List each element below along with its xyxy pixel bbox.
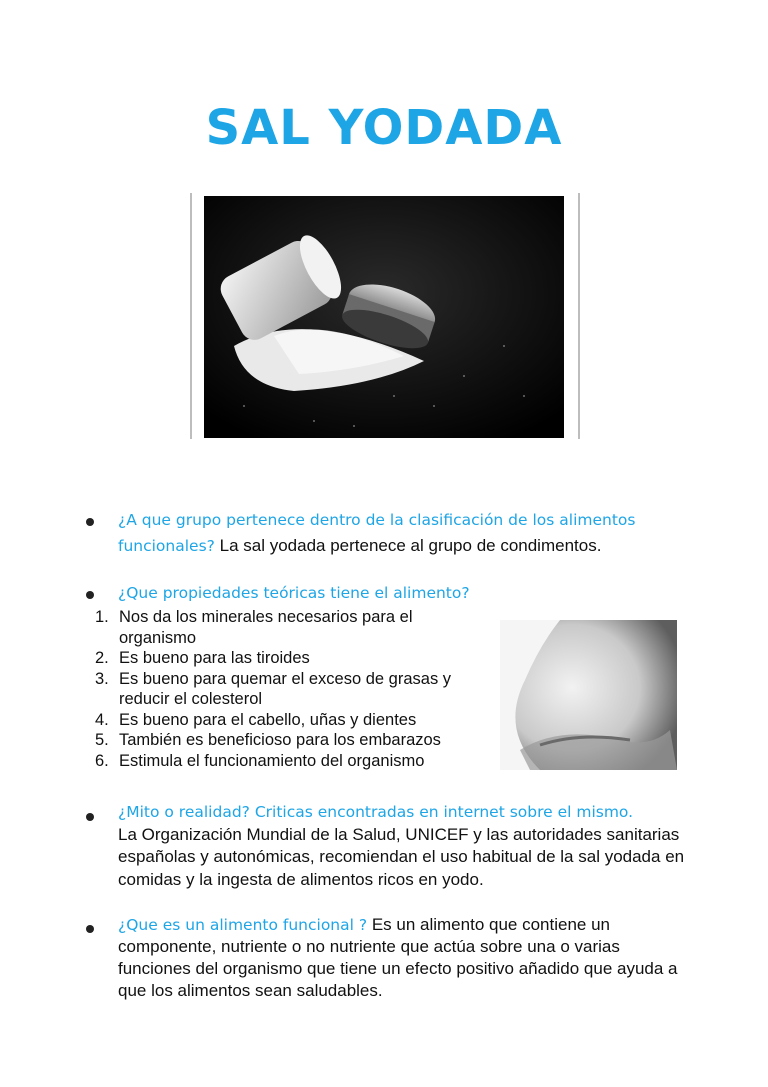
section-functional-food [118, 914, 678, 1002]
bullet [86, 591, 94, 599]
list-item: 5. También es beneficioso para los embarazos [95, 731, 441, 749]
question-text: ¿Mito o realidad? Criticas encontradas en internet sobre el mismo. [118, 803, 634, 821]
list-item: 2. Es bueno para las tiroides [95, 649, 310, 667]
bullet [86, 813, 94, 821]
bullet [86, 518, 94, 526]
answer-text: La sal yodada pertenece al grupo de condimentos. [214, 536, 602, 555]
salt-shaker-photo [204, 196, 564, 438]
question-text: ¿Que propiedades teóricas tiene el alimento? [118, 584, 470, 602]
section-classification [118, 507, 698, 559]
properties-list [95, 607, 479, 771]
list-item: 6. Estimula el funcionamiento del organismo [95, 751, 425, 770]
section-myth [118, 801, 698, 891]
answer-text: La Organización Mundial de la Salud, UNICEF y las autoridades sanitarias españolas y autonómicas, recomiendan el uso habitual de la sal yodada en comidas y la ingesta de alimentos ricos en yodo. [118, 824, 685, 889]
question-text: ¿A que grupo pertenece dentro de la clasificación de los alimentos funcionales? [118, 511, 636, 555]
list-item: 3. Es bueno para quemar el exceso de grasas y reducir el colesterol [95, 669, 452, 708]
answer-text: Es un alimento que contiene un componente, nutriente o no nutriente que actúa sobre una o varias funciones del organismo que tiene un efecto positivo añadido que ayuda a que los alimentos sean saludables. [118, 915, 678, 1000]
section-properties [118, 580, 538, 606]
page-title: SAL YODADA [205, 100, 563, 156]
pregnant-belly-photo [500, 620, 677, 770]
list-item: 4. Es bueno para el cabello, uñas y dientes [95, 710, 417, 729]
list-item: 1. Nos da los minerales necesarios para el organismo [95, 608, 413, 647]
bullet [86, 925, 94, 933]
question-text: ¿Que es un alimento funcional ? [118, 916, 368, 934]
